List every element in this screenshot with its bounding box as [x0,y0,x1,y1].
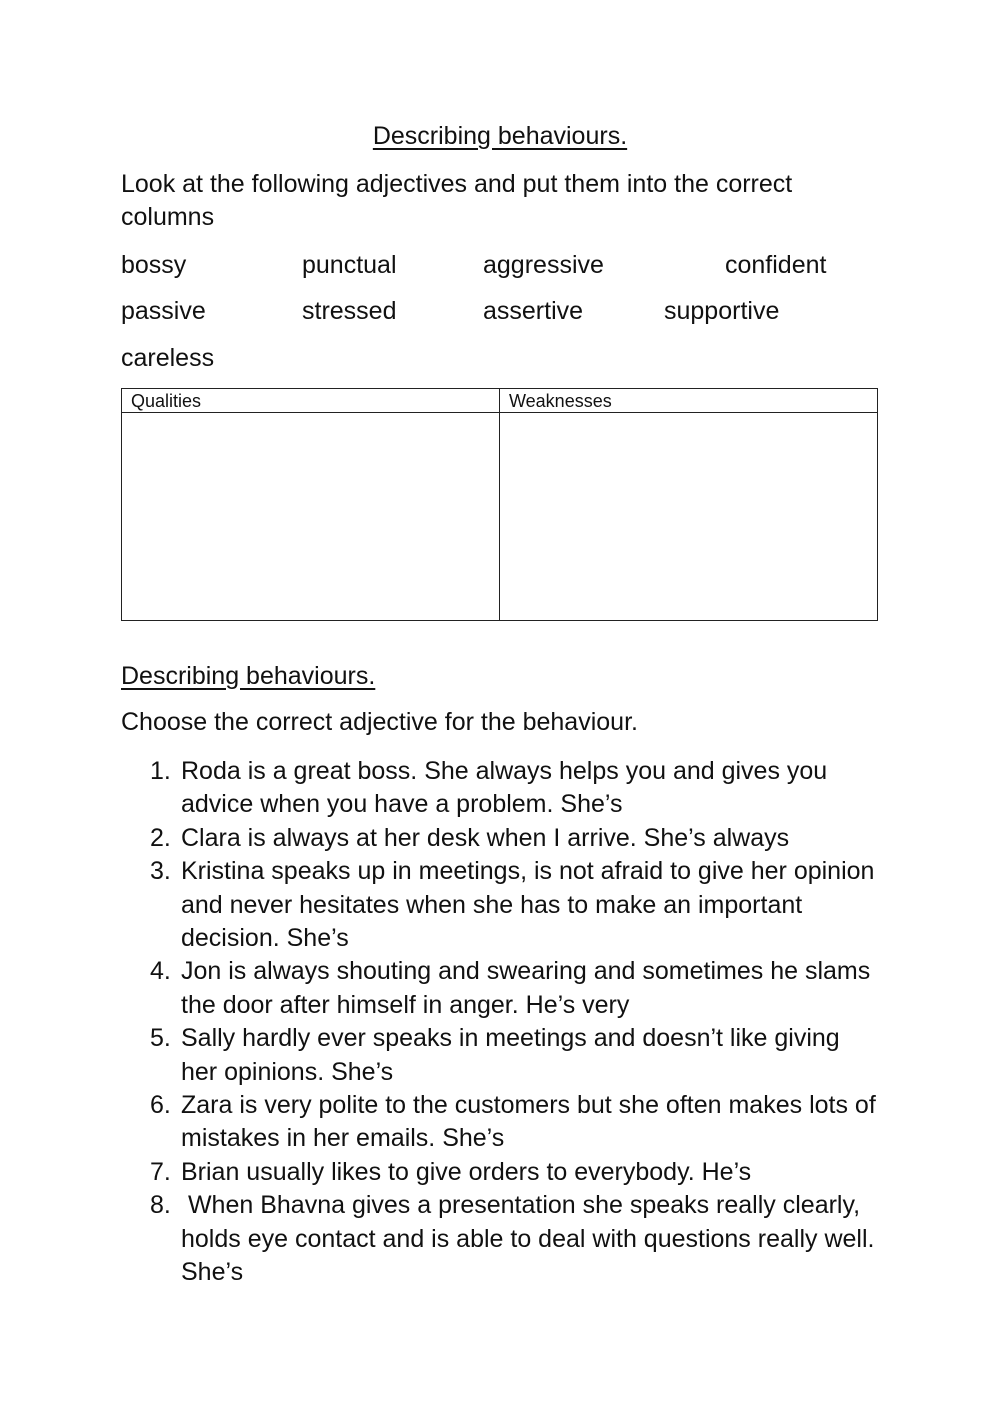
adjective-assertive: assertive [483,297,584,325]
question-number: 2. [150,823,171,852]
question-number: 5. [150,1024,171,1053]
question-number: 4. [150,957,171,986]
question-number: 6. [150,1091,171,1120]
question-number: 7. [150,1157,171,1186]
question-number: 8. [150,1191,171,1220]
adjective-passive: passive [121,297,206,325]
adjective-punctual: punctual [302,251,397,279]
adjective-aggressive: aggressive [483,251,604,279]
question-text: Clara is always at her desk when I arrive. She’s always [181,823,790,852]
adjective-confident: confident [725,251,827,279]
list-item [150,822,910,855]
question-text: Roda is a great boss. She always helps you and gives you advice when you have a problem. She’s [181,757,828,819]
question-text: Brian usually likes to give orders to everybody. He’s [181,1157,752,1186]
table-column-divider [499,389,500,620]
section1-title: Describing behaviours. [372,122,628,150]
adjective-bossy: bossy [121,251,187,279]
adjective-stressed: stressed [302,297,397,325]
question-list [150,755,910,1290]
list-item [150,1156,910,1189]
question-number: 3. [150,857,171,886]
question-text: Zara is very polite to the customers but she often makes lots of mistakes in her emails. She’s [181,1091,876,1153]
section2-instruction: Choose the correct adjective for the behaviour. [121,708,638,736]
question-text: When Bhavna gives a presentation she speaks really clearly, holds eye contact and is able to deal with questions really well. She’s [181,1191,882,1287]
weaknesses-header: Weaknesses [509,391,612,411]
question-text: Jon is always shouting and swearing and sometimes he slams the door after himself in anger. He’s very [181,957,871,1019]
list-item [150,755,910,822]
adjective-careless: careless [121,344,215,372]
list-item [150,855,910,955]
sorting-table [121,388,878,621]
adjective-supportive: supportive [664,297,780,325]
section1-instruction: Look at the following adjectives and put them into the correct columns [121,170,793,231]
question-number: 1. [150,757,171,785]
list-item [150,1089,910,1156]
list-item [150,1189,910,1289]
list-item [150,1022,910,1089]
question-text: Sally hardly ever speaks in meetings and doesn’t like giving her opinions. She’s [181,1024,840,1086]
question-text: Kristina speaks up in meetings, is not afraid to give her opinion and never hesitates when she has to make an important decision. She’s [181,857,875,953]
section2-title: Describing behaviours. [121,662,376,690]
qualities-header: Qualities [131,391,202,411]
list-item [150,955,910,1022]
